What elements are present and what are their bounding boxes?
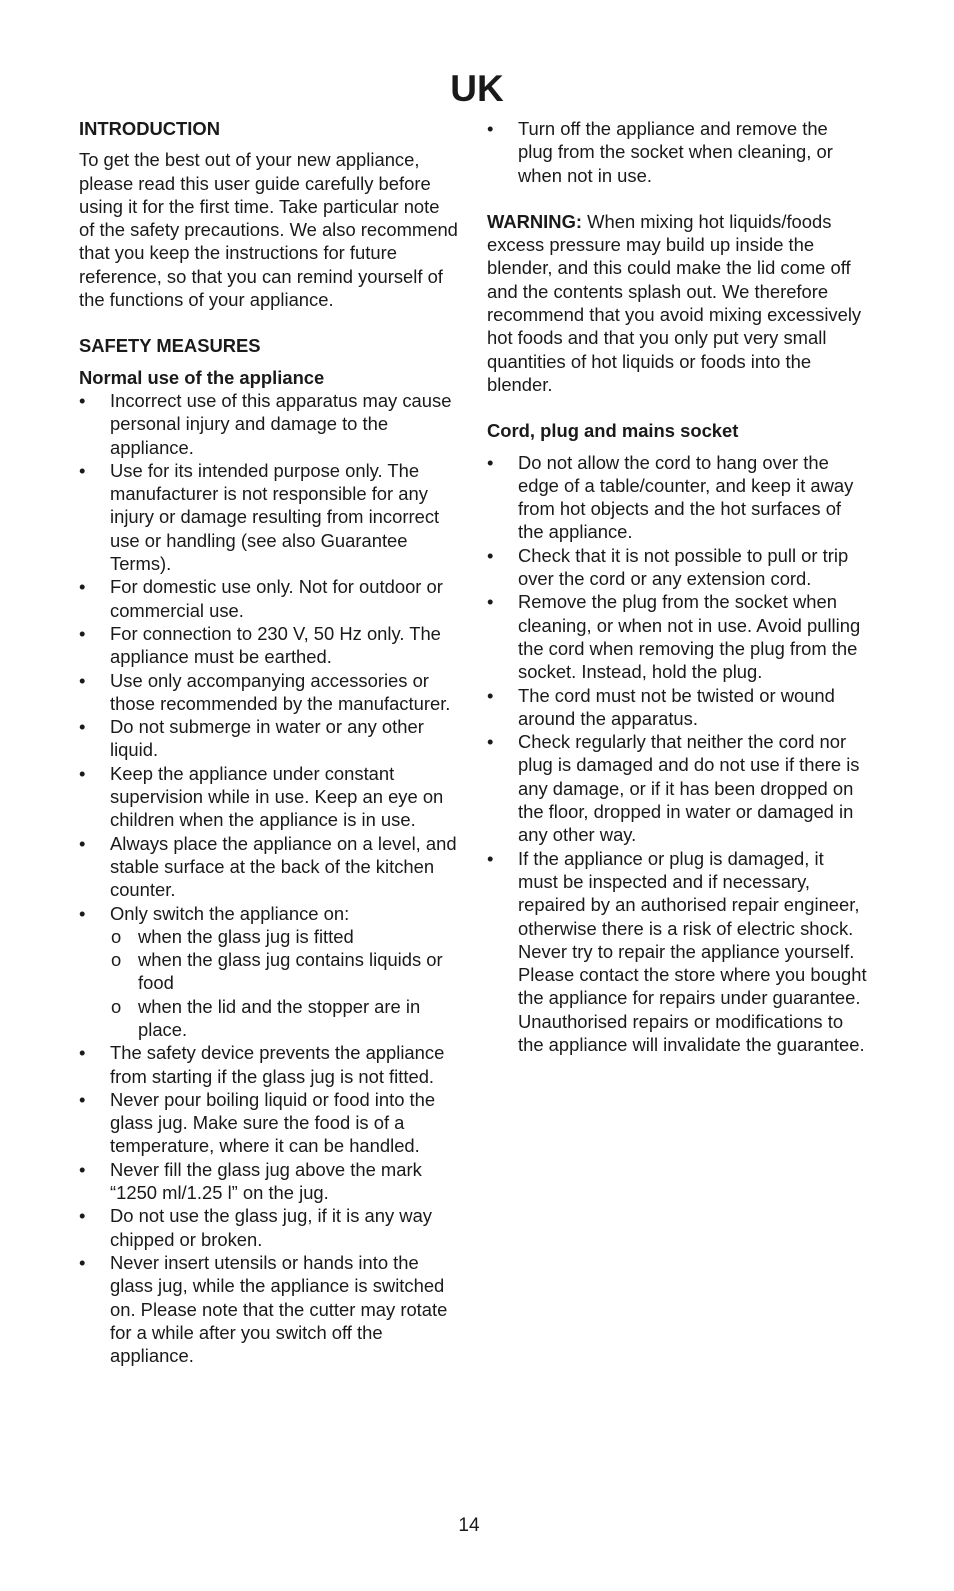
bullet: • bbox=[79, 902, 86, 924]
list-item bbox=[487, 730, 867, 846]
list-item bbox=[79, 762, 459, 832]
bullet: • bbox=[79, 1042, 86, 1064]
list-item-text: The cord must not be twisted or wound around the apparatus. bbox=[518, 684, 835, 729]
list-item bbox=[487, 117, 867, 187]
sub-list-item bbox=[110, 995, 459, 1042]
bullet: • bbox=[487, 684, 494, 706]
list-item-text: Do not allow the cord to hang over the edge of a table/counter, and keep it away from hot objects and the hot surfaces of the appliance. bbox=[518, 451, 854, 543]
bullet: • bbox=[79, 1088, 86, 1110]
list-item bbox=[79, 1204, 459, 1251]
list-item bbox=[79, 1041, 459, 1088]
list-item bbox=[487, 684, 867, 731]
list-item bbox=[79, 832, 459, 902]
list-item bbox=[79, 1088, 459, 1158]
list-item-text: Use only accompanying accessories or those recommended by the manufacturer. bbox=[110, 669, 451, 714]
list-item bbox=[487, 544, 867, 591]
sub-bullet: o bbox=[111, 949, 122, 971]
list-item-text: Turn off the appliance and remove the plug from the socket when cleaning, or when not in use. bbox=[518, 118, 833, 186]
list-item bbox=[79, 715, 459, 762]
sub-list-item-text: when the glass jug is fitted bbox=[138, 925, 354, 947]
bullet: • bbox=[487, 544, 494, 566]
spacer bbox=[79, 311, 459, 334]
list-item-text: Use for its intended purpose only. The manufacturer is not responsible for any injury or damage resulting from incorrect use or handling (see also Guarantee Terms). bbox=[110, 459, 440, 575]
normal-use-heading: Normal use of the appliance bbox=[79, 366, 325, 388]
list-item bbox=[487, 451, 867, 544]
warning-label: WARNING: bbox=[487, 210, 583, 232]
sub-list-item bbox=[110, 948, 459, 995]
bullet: • bbox=[79, 576, 86, 598]
list-item-text: For connection to 230 V, 50 Hz only. The appliance must be earthed. bbox=[110, 622, 441, 668]
right-column bbox=[487, 117, 867, 1056]
left-column bbox=[79, 117, 459, 1367]
page-number: 14 bbox=[458, 1515, 480, 1536]
bullet: • bbox=[487, 451, 494, 473]
list-item bbox=[79, 459, 459, 575]
list-item bbox=[79, 1251, 459, 1367]
sub-list-item-text: when the lid and the stopper are in place. bbox=[138, 995, 421, 1040]
spacer bbox=[487, 443, 867, 451]
list-item bbox=[487, 847, 867, 1057]
list-item-text: Never pour boiling liquid or food into the glass jug. Make sure the food is of a temperature, where it can be handled. bbox=[110, 1088, 436, 1157]
bullet: • bbox=[79, 1251, 86, 1273]
warning-text: When mixing hot liquids/foods excess pressure may build up inside the blender, and this could make the lid come off and the contents splash out. We therefore recommend that you avoid mixing excessively hot foods and that you only put very small quantities of hot liquids or foods into the blender. bbox=[487, 210, 862, 395]
list-item bbox=[79, 622, 459, 669]
bullet: • bbox=[79, 762, 86, 784]
bullet: • bbox=[79, 832, 86, 854]
list-item bbox=[487, 590, 867, 683]
list-item-text: For domestic use only. Not for outdoor or commercial use. bbox=[110, 576, 443, 621]
bullet: • bbox=[487, 591, 494, 613]
introduction-heading: INTRODUCTION bbox=[79, 118, 220, 139]
bullet: • bbox=[487, 847, 494, 869]
warning-paragraph bbox=[487, 210, 867, 396]
list-item-text: Check regularly that neither the cord nor plug is damaged and do not use if there is any damage, or if it has been dropped on the floor, dropped in water or damaged in any other way. bbox=[518, 731, 860, 846]
list-item bbox=[79, 1158, 459, 1205]
bullet: • bbox=[79, 716, 86, 738]
list-item-text: Incorrect use of this apparatus may cause personal injury and damage to the appliance. bbox=[110, 389, 452, 458]
spacer bbox=[79, 358, 459, 366]
list-item-text: Keep the appliance under constant supervision while in use. Keep an eye on children when the appliance is in use. bbox=[110, 762, 444, 831]
list-item-text: Do not submerge in water or any other liquid. bbox=[110, 716, 424, 761]
list-item-text: Check that it is not possible to pull or trip over the cord or any extension cord. bbox=[518, 544, 849, 590]
spacer bbox=[487, 187, 867, 210]
list-item-text: Never fill the glass jug above the mark “1250 ml/1.25 l” on the jug. bbox=[110, 1158, 422, 1204]
bullet: • bbox=[79, 389, 86, 411]
cord-list bbox=[487, 451, 867, 1057]
bullet: • bbox=[487, 731, 494, 753]
introduction-text: To get the best out of your new appliance, please read this user guide carefully before using it for the first time. Take particular note of the safety precautions. We also recommend that you keep the instructions for future reference, so that you can remind yourself of the functions of your appliance. bbox=[79, 149, 458, 311]
sub-list-item bbox=[110, 925, 459, 948]
sub-bullet: o bbox=[111, 925, 122, 947]
page-title: UK bbox=[450, 68, 504, 109]
list-item-text: Only switch the appliance on: bbox=[110, 902, 350, 924]
switch-on-conditions-list bbox=[110, 925, 459, 1041]
spacer bbox=[79, 140, 459, 148]
cord-heading: Cord, plug and mains socket bbox=[487, 420, 739, 442]
bullet: • bbox=[79, 622, 86, 644]
safety-heading: SAFETY MEASURES bbox=[79, 335, 261, 357]
list-item-text: The safety device prevents the appliance from starting if the glass jug is not fitted. bbox=[110, 1042, 445, 1087]
list-item bbox=[79, 575, 459, 622]
bullet: • bbox=[79, 459, 86, 481]
bullet: • bbox=[79, 1205, 86, 1227]
bullet: • bbox=[79, 1158, 86, 1180]
sub-list-item-text: when the glass jug contains liquids or food bbox=[138, 949, 443, 994]
normal-use-list bbox=[79, 389, 459, 1367]
list-item bbox=[79, 389, 459, 459]
list-item-text: Always place the appliance on a level, and stable surface at the back of the kitchen counter. bbox=[110, 832, 457, 901]
cleaning-list bbox=[487, 117, 867, 187]
list-item-text: Do not use the glass jug, if it is any way chipped or broken. bbox=[110, 1205, 432, 1250]
sub-bullet: o bbox=[111, 995, 122, 1017]
list-item bbox=[79, 669, 459, 716]
spacer bbox=[487, 396, 867, 419]
list-item-text: Never insert utensils or hands into the glass jug, while the appliance is switched on. Please note that the cutter may rotate for a while after you switch off the appliance. bbox=[110, 1251, 448, 1367]
list-item bbox=[79, 902, 459, 1042]
list-item-text: Remove the plug from the socket when cleaning, or when not in use. Avoid pulling the cord when removing the plug from the socket. Instead, hold the plug. bbox=[518, 591, 861, 683]
bullet: • bbox=[79, 669, 86, 691]
list-item-text: If the appliance or plug is damaged, it must be inspected and if necessary, repaired by an authorised repair engineer, otherwise there is a risk of electric shock. Never try to repair the appliance yourself. Please contact the store where you bought the appliance for repairs under guarantee. Unauthorised repairs or modifications to the appliance will invalidate the guarantee. bbox=[518, 847, 867, 1055]
bullet: • bbox=[487, 118, 494, 139]
